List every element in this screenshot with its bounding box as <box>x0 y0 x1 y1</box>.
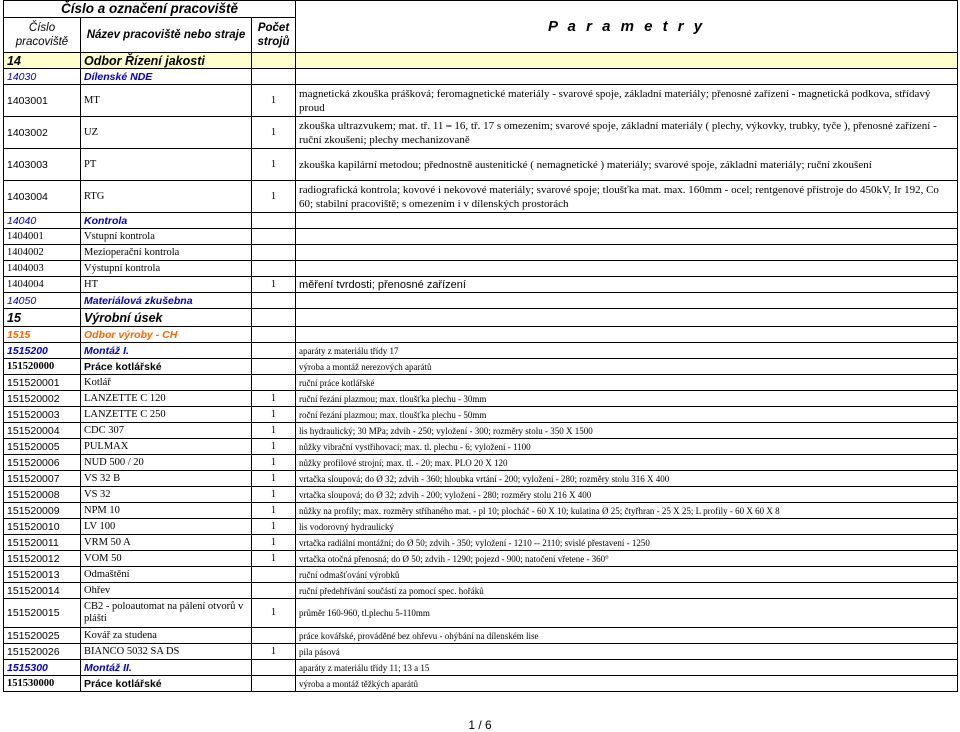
row-number: 1515200 <box>4 343 81 359</box>
row-params: měření tvrdosti; přenosné zařízení <box>296 277 958 293</box>
table-row <box>4 423 958 439</box>
table-row <box>4 343 958 359</box>
row-params: magnetická zkouška prášková; feromagnetické materiály - svarové spoje, základní materiály; přenosné zařízení - magnetická podkova, střídavý proud <box>296 85 958 117</box>
row-count: 1 <box>252 535 296 551</box>
row-params: vrtačka radiální montážní; do Ø 50; zdvih - 350; vyložení - 1210 -- 2110; svislé přestavení - 1250 <box>296 535 958 551</box>
row-count: 1 <box>252 519 296 535</box>
row-number: 1403002 <box>4 117 81 149</box>
row-params: zkouška ultrazvukem; mat. tř. 11 ⎯ 16, tř. 17 s omezením; svarové spoje, základní materiály ( plechy, výkovky, trubky, tyče ), přenosné zařízení - ruční zkoušení; plechy mechanizovaně <box>296 117 958 149</box>
table-row <box>4 487 958 503</box>
row-count: 1 <box>252 599 296 628</box>
row-params: výroba a montáž nerezových aparátů <box>296 359 958 375</box>
row-number: 151520002 <box>4 391 81 407</box>
row-count: 1 <box>252 149 296 181</box>
row-params: nůžky vibrační vystřihovací; max. tl. plechu - 6; vyložení - 1100 <box>296 439 958 455</box>
row-number: 151520015 <box>4 599 81 628</box>
table-row <box>4 567 958 583</box>
table-row <box>4 359 958 375</box>
table-row <box>4 551 958 567</box>
table-row <box>4 309 958 327</box>
row-number: 1404001 <box>4 229 81 245</box>
row-count: 1 <box>252 117 296 149</box>
row-name: Mezioperační kontrola <box>81 245 252 261</box>
row-params: zkouška kapilární metodou; přednostně austenitické ( nemagnetické ) materiály; svarové spoje, základní materiály; ruční zkoušení <box>296 149 958 181</box>
row-number: 151520014 <box>4 583 81 599</box>
row-params <box>296 213 958 229</box>
row-number: 15 <box>4 309 81 327</box>
row-params: vrtačka sloupová; do Ø 32; zdvih - 200; vyložení - 280; rozměry stolu 216 X 400 <box>296 487 958 503</box>
row-count <box>252 309 296 327</box>
row-number: 1403004 <box>4 181 81 213</box>
row-count: 1 <box>252 503 296 519</box>
table-row <box>4 644 958 660</box>
table-row <box>4 277 958 293</box>
row-number: 151520000 <box>4 359 81 375</box>
row-name: LANZETTE C 120 <box>81 391 252 407</box>
row-name: VRM 50 A <box>81 535 252 551</box>
row-params: vrtačka sloupová; do Ø 32; zdvih - 360; hloubka vrtání - 200; vyložení - 280; rozměry stolu 316 X 400 <box>296 471 958 487</box>
row-name: LV 100 <box>81 519 252 535</box>
row-number: 1515 <box>4 327 81 343</box>
table-row <box>4 149 958 181</box>
row-number: 14050 <box>4 293 81 309</box>
row-number: 151520008 <box>4 487 81 503</box>
row-count <box>252 628 296 644</box>
table-row <box>4 53 958 69</box>
row-count: 1 <box>252 277 296 293</box>
row-name: Odbor Řízení jakosti <box>81 53 252 69</box>
table-row <box>4 535 958 551</box>
row-name: VOM 50 <box>81 551 252 567</box>
header-parameters: P a r a m e t r y <box>296 1 958 53</box>
table-row <box>4 660 958 676</box>
table-row <box>4 117 958 149</box>
row-count <box>252 245 296 261</box>
row-number: 151520007 <box>4 471 81 487</box>
row-count <box>252 293 296 309</box>
row-name: Práce kotlářské <box>81 676 252 692</box>
row-count <box>252 660 296 676</box>
row-count: 1 <box>252 551 296 567</box>
row-params: roční řezání plazmou; max. tloušťka plechu - 50mm <box>296 407 958 423</box>
row-count: 1 <box>252 85 296 117</box>
row-name: PT <box>81 149 252 181</box>
row-count: 1 <box>252 423 296 439</box>
row-params <box>296 327 958 343</box>
row-params <box>296 69 958 85</box>
row-params: lis vodorovný hydraulický <box>296 519 958 535</box>
row-name: UZ <box>81 117 252 149</box>
row-number: 1404003 <box>4 261 81 277</box>
row-name: Materiálová zkušebna <box>81 293 252 309</box>
row-params <box>296 53 958 69</box>
row-params: nůžky profilové strojní; max. tl. - 20; max. PLO 20 X 120 <box>296 455 958 471</box>
table-row <box>4 85 958 117</box>
row-params <box>296 245 958 261</box>
row-count: 1 <box>252 644 296 660</box>
row-count <box>252 261 296 277</box>
row-number: 151520004 <box>4 423 81 439</box>
table-row <box>4 69 958 85</box>
row-params: pila pásová <box>296 644 958 660</box>
row-number: 151520010 <box>4 519 81 535</box>
row-name: VS 32 B <box>81 471 252 487</box>
row-name: Kovář za studena <box>81 628 252 644</box>
row-count: 1 <box>252 471 296 487</box>
row-count <box>252 343 296 359</box>
row-number: 1404004 <box>4 277 81 293</box>
row-name: Dílenské NDE <box>81 69 252 85</box>
row-count: 1 <box>252 407 296 423</box>
row-name: Práce kotlářské <box>81 359 252 375</box>
table-row <box>4 261 958 277</box>
page-number: 1 / 6 <box>468 718 492 732</box>
row-params: výroba a montáž těžkých aparátů <box>296 676 958 692</box>
row-name: LANZETTE C 250 <box>81 407 252 423</box>
row-count <box>252 69 296 85</box>
row-count <box>252 213 296 229</box>
row-number: 151520026 <box>4 644 81 660</box>
row-name: Montáž I. <box>81 343 252 359</box>
table-row <box>4 439 958 455</box>
table-row <box>4 407 958 423</box>
row-count: 1 <box>252 487 296 503</box>
row-count: 1 <box>252 439 296 455</box>
table-row <box>4 676 958 692</box>
row-name: MT <box>81 85 252 117</box>
row-number: 151520011 <box>4 535 81 551</box>
row-params: aparáty z materiálu třídy 11; 13 a 15 <box>296 660 958 676</box>
row-params <box>296 309 958 327</box>
row-params <box>296 261 958 277</box>
row-params: vrtačka otočná přenosná; do Ø 50; zdvih - 1290; pojezd - 900; natočení vřetene - 360° <box>296 551 958 567</box>
workplace-table <box>3 0 958 692</box>
row-count <box>252 583 296 599</box>
table-row <box>4 455 958 471</box>
row-name: Odbor výroby - CH <box>81 327 252 343</box>
row-number: 14 <box>4 53 81 69</box>
table-row <box>4 599 958 628</box>
row-count: 1 <box>252 391 296 407</box>
row-name: Kotlář <box>81 375 252 391</box>
header-group-title: Číslo a označení pracoviště <box>4 1 296 18</box>
row-count: 1 <box>252 181 296 213</box>
row-name: RTG <box>81 181 252 213</box>
row-count <box>252 375 296 391</box>
row-name: PULMAX <box>81 439 252 455</box>
row-name: Výstupní kontrola <box>81 261 252 277</box>
row-name: Montáž II. <box>81 660 252 676</box>
header-name: Název pracoviště nebo straje <box>81 18 252 53</box>
row-name: Odmaštění <box>81 567 252 583</box>
header-count: Počet strojů <box>252 18 296 53</box>
row-number: 151520006 <box>4 455 81 471</box>
header-row-top <box>4 1 958 18</box>
row-name: BIANCO 5032 SA DS <box>81 644 252 660</box>
row-count <box>252 229 296 245</box>
row-params: ruční práce kotlářské <box>296 375 958 391</box>
row-name: HT <box>81 277 252 293</box>
table-row <box>4 245 958 261</box>
row-count <box>252 327 296 343</box>
row-count <box>252 676 296 692</box>
table-row <box>4 229 958 245</box>
row-name: NPM 10 <box>81 503 252 519</box>
table-row <box>4 471 958 487</box>
table-row <box>4 628 958 644</box>
table-row <box>4 503 958 519</box>
row-count <box>252 53 296 69</box>
row-params: aparáty z materiálu třídy 17 <box>296 343 958 359</box>
row-name: CB2 - poloautomat na pálení otvorů v plášti <box>81 599 252 628</box>
row-count <box>252 359 296 375</box>
table-row <box>4 391 958 407</box>
row-number: 1403001 <box>4 85 81 117</box>
row-count: 1 <box>252 455 296 471</box>
row-number: 14040 <box>4 213 81 229</box>
row-params: nůžky na profily; max. rozměry stříhaného mat. - pl 10; plocháč - 60 X 10; kulatina Ø 25; čtyřhran - 25 X 25; L profily - 60 X 60 X 8 <box>296 503 958 519</box>
row-number: 14030 <box>4 69 81 85</box>
row-name: Kontrola <box>81 213 252 229</box>
row-count <box>252 567 296 583</box>
row-params: průměr 160-960, tl.plechu 5-110mm <box>296 599 958 628</box>
table-row <box>4 375 958 391</box>
row-number: 151520009 <box>4 503 81 519</box>
row-name: VS 32 <box>81 487 252 503</box>
table-row <box>4 181 958 213</box>
row-params: ruční odmašťování výrobků <box>296 567 958 583</box>
table-row <box>4 213 958 229</box>
row-number: 151520025 <box>4 628 81 644</box>
row-number: 151530000 <box>4 676 81 692</box>
row-number: 151520012 <box>4 551 81 567</box>
row-number: 151520001 <box>4 375 81 391</box>
row-params: radiografická kontrola; kovové i nekovové materiály; svarové spoje; tloušťka mat. max. 160mm - ocel; rentgenové přístroje do 450kV, Ir 192, Co 60; stabilní pracoviště; s omezením i v dílenských prostorách <box>296 181 958 213</box>
row-name: Ohřev <box>81 583 252 599</box>
row-params <box>296 229 958 245</box>
row-name: Výrobní úsek <box>81 309 252 327</box>
row-number: 1403003 <box>4 149 81 181</box>
row-number: 151520013 <box>4 567 81 583</box>
table-row <box>4 583 958 599</box>
row-number: 1404002 <box>4 245 81 261</box>
row-params: ruční řezání plazmou; max. tloušťka plechu - 30mm <box>296 391 958 407</box>
row-params: lis hydraulický; 30 MPa; zdvih - 250; vyložení - 300; rozměry stolu - 350 X 1500 <box>296 423 958 439</box>
row-params: ruční předehřívání součástí za pomocí spec. hořáků <box>296 583 958 599</box>
row-name: CDC 307 <box>81 423 252 439</box>
row-params: práce kovářské, prováděné bez ohřevu - ohýbání na dílenském lise <box>296 628 958 644</box>
header-number: Číslo pracoviště <box>4 18 81 53</box>
row-number: 151520003 <box>4 407 81 423</box>
table-row <box>4 519 958 535</box>
table-row <box>4 327 958 343</box>
row-params <box>296 293 958 309</box>
table-row <box>4 293 958 309</box>
row-number: 1515300 <box>4 660 81 676</box>
row-name: Vstupní kontrola <box>81 229 252 245</box>
row-name: NUD 500 / 20 <box>81 455 252 471</box>
row-number: 151520005 <box>4 439 81 455</box>
